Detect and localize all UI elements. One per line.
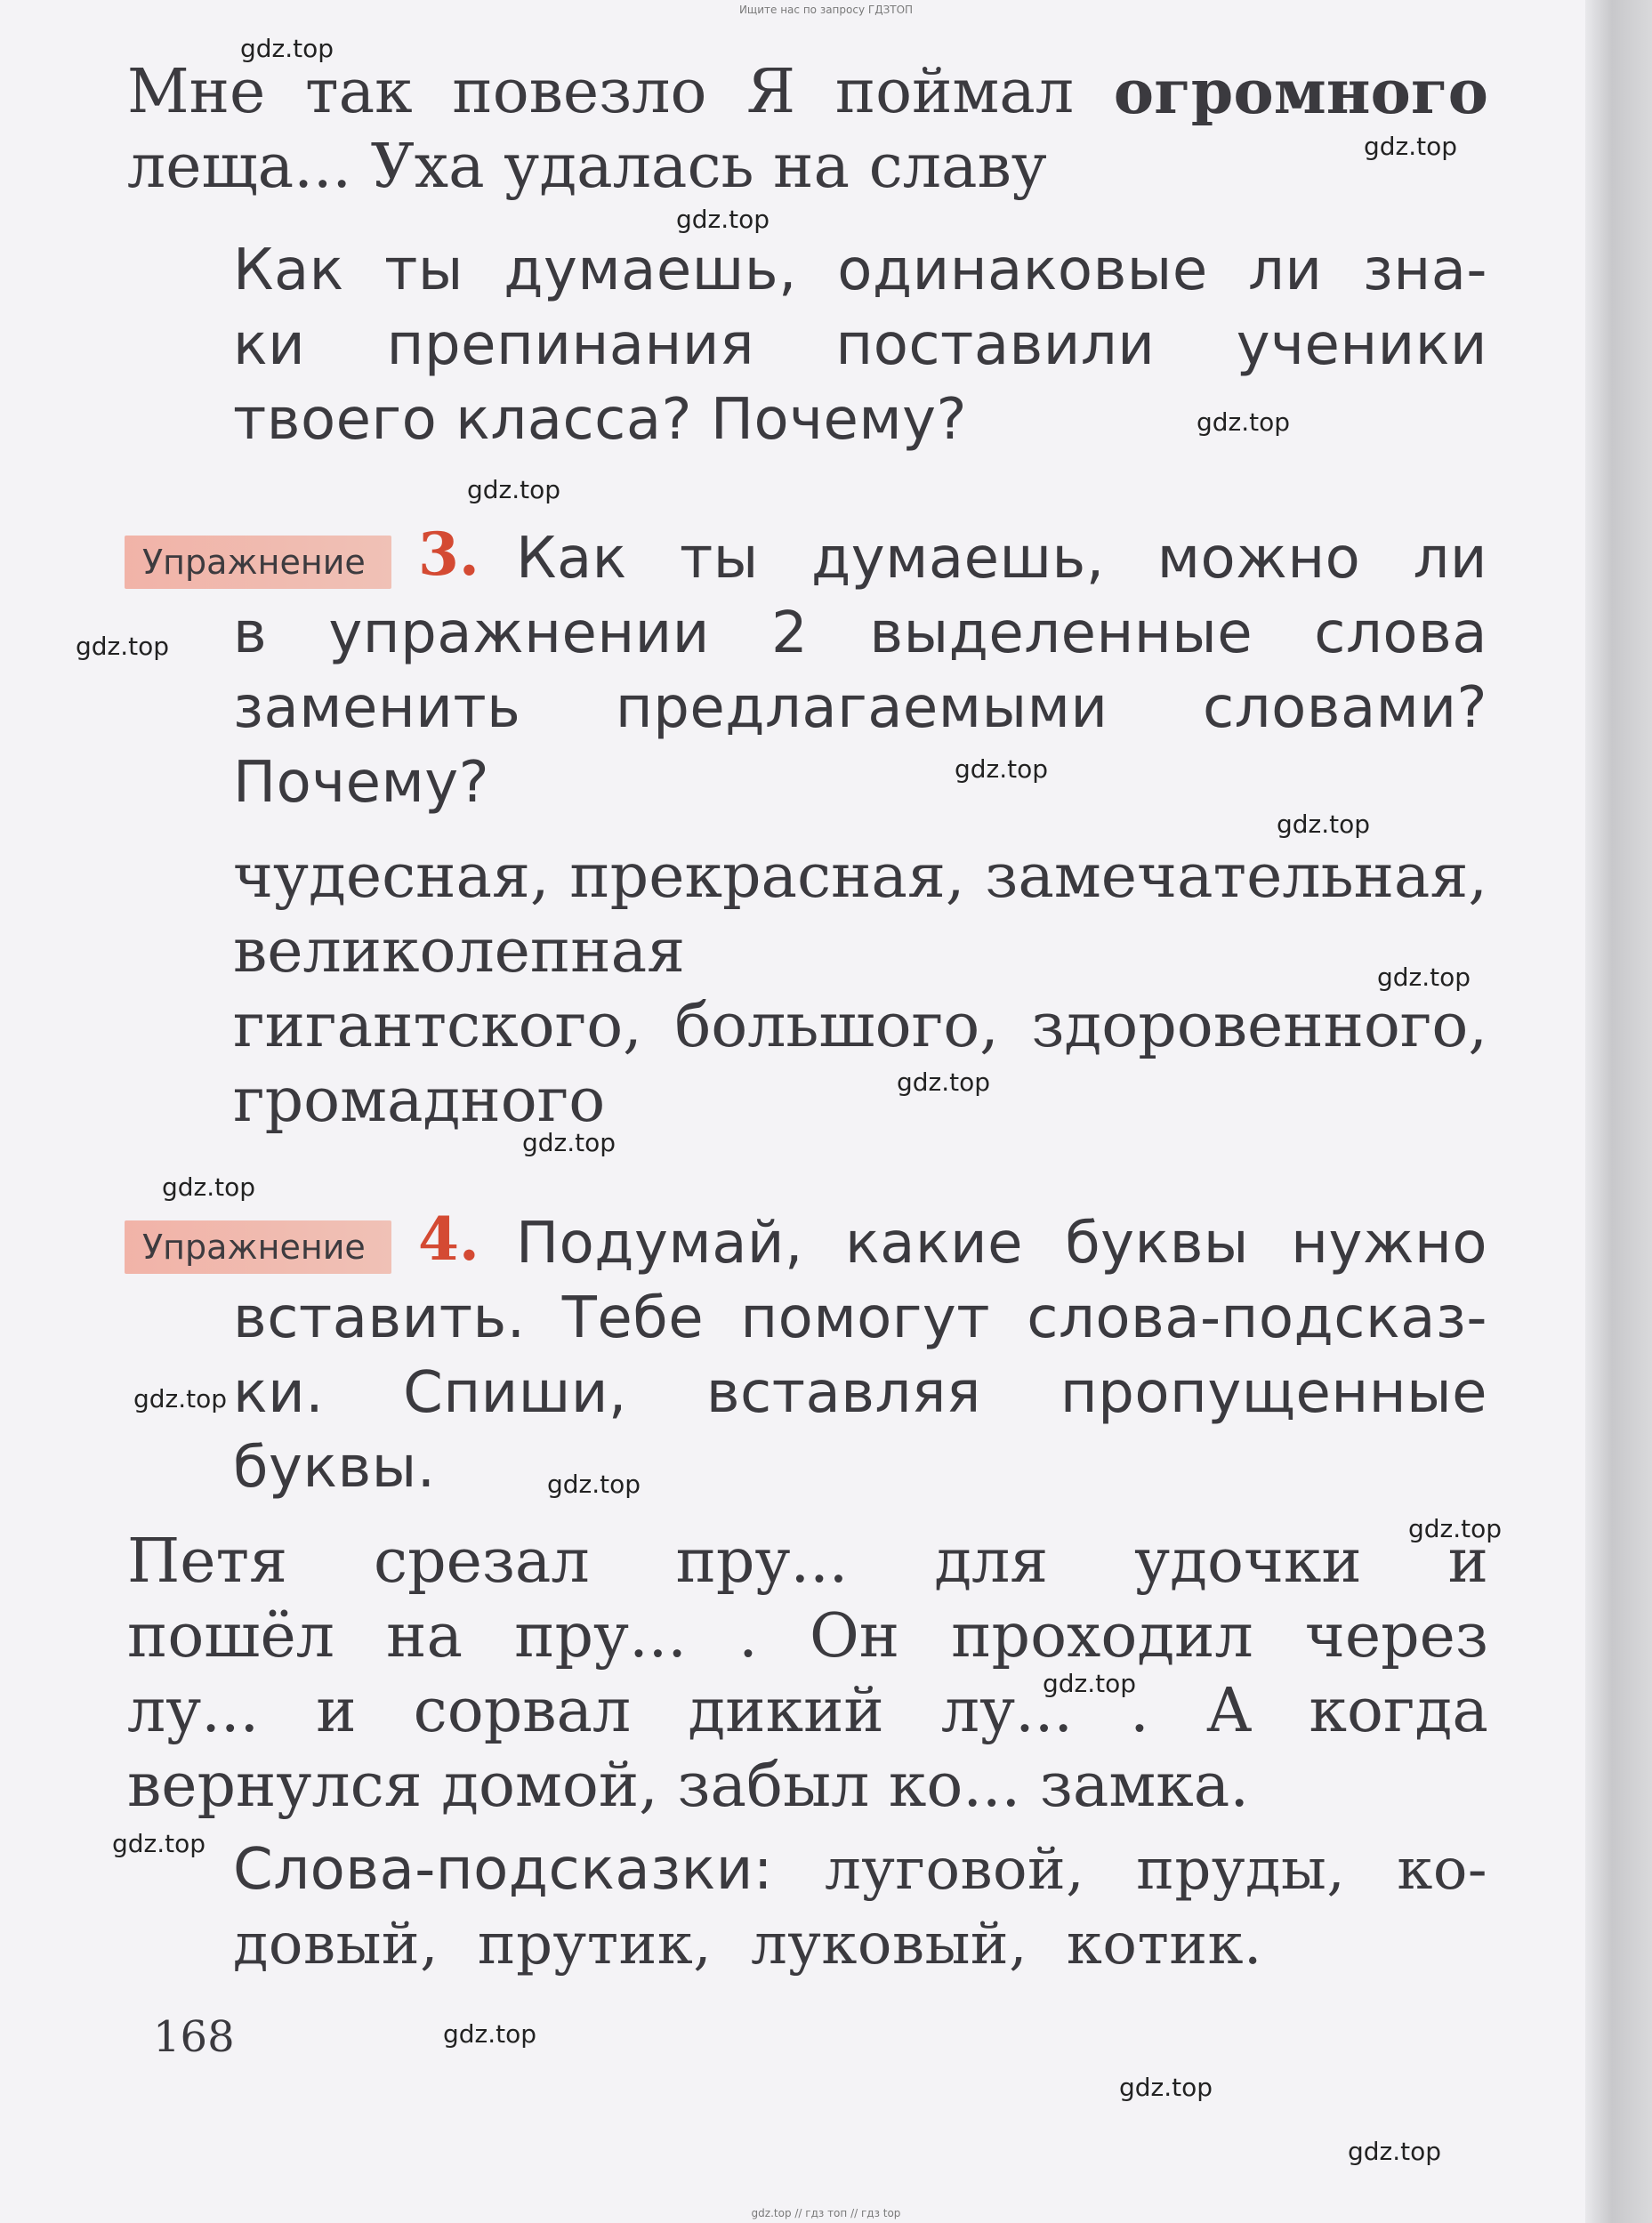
word: Тебе <box>561 1285 705 1351</box>
word: для <box>934 1526 1049 1597</box>
word: прекрасная, <box>569 842 965 912</box>
page-edge-shadow <box>1585 0 1652 2223</box>
word: буквы <box>1065 1211 1249 1277</box>
bold-word: огромного <box>1113 57 1488 128</box>
word: ки. <box>233 1360 325 1426</box>
word: ли <box>1413 526 1487 592</box>
word: и <box>1447 1526 1488 1597</box>
word: Он <box>809 1601 900 1671</box>
watermark: gdz.top <box>76 632 170 661</box>
text-line: громадного <box>233 1066 606 1136</box>
watermark: gdz.top <box>1377 962 1471 992</box>
text-line: твоего класса? Почему? <box>233 387 967 453</box>
word: Спиши, <box>403 1360 627 1426</box>
watermark: gdz.top <box>133 1384 228 1414</box>
word: можно <box>1156 526 1361 592</box>
word: поставили <box>835 312 1156 378</box>
word: зна- <box>1362 238 1487 303</box>
page-number: 168 <box>153 2012 235 2062</box>
word: вставляя <box>705 1360 981 1426</box>
word: прутик, <box>477 1912 713 1977</box>
watermark: gdz.top <box>1197 407 1291 437</box>
word: ли <box>1248 238 1323 303</box>
watermark: gdz.top <box>1408 1514 1503 1543</box>
word: лу... <box>940 1676 1073 1746</box>
word: на <box>386 1601 463 1671</box>
text-line: вернулся домой, забыл ко... замка. <box>127 1751 1249 1821</box>
exercise-4-passage <box>127 1525 1488 1824</box>
watermark: gdz.top <box>522 1128 616 1157</box>
word: когда <box>1309 1676 1488 1746</box>
word: пропущенные <box>1060 1360 1487 1426</box>
watermark: gdz.top <box>1043 1669 1137 1698</box>
word: 2 <box>771 600 809 666</box>
word: ки <box>233 312 306 378</box>
exercise-3-heading <box>516 521 1487 596</box>
watermark: gdz.top <box>240 34 334 63</box>
word: ты <box>384 238 463 303</box>
word: препинания <box>386 312 754 378</box>
word: Подумай, <box>516 1211 803 1277</box>
word: вставить. <box>233 1285 526 1351</box>
word: ты <box>679 526 759 592</box>
bottom-note: gdz.top // гдз топ // гдз top <box>751 2207 901 2219</box>
word: А <box>1205 1676 1253 1746</box>
word: слова <box>1314 600 1487 666</box>
watermark: gdz.top <box>955 754 1049 784</box>
word: . <box>738 1601 758 1671</box>
word: упражнении <box>328 600 710 666</box>
word: замечательная, <box>985 842 1487 912</box>
watermark: gdz.top <box>1348 2137 1442 2166</box>
watermark: gdz.top <box>112 1829 206 1858</box>
word: луковый, <box>751 1912 1027 1977</box>
word: Я <box>746 57 796 127</box>
word: слова-подсказ- <box>1027 1285 1487 1351</box>
word: словами? <box>1202 675 1487 741</box>
hints-block <box>233 1832 1487 1982</box>
watermark: gdz.top <box>162 1172 256 1202</box>
word: дикий <box>688 1676 884 1746</box>
word: заменить <box>233 675 521 741</box>
text-line: Почему? <box>233 750 490 816</box>
word: пруды, <box>1136 1837 1346 1903</box>
word: думаешь, <box>810 526 1105 592</box>
word-list-2 <box>233 989 1487 1139</box>
word: проходил <box>951 1601 1253 1671</box>
watermark: gdz.top <box>1119 2073 1213 2102</box>
word: повезло <box>452 57 707 127</box>
watermark: gdz.top <box>1277 809 1371 839</box>
word: здоровенного, <box>1031 991 1487 1061</box>
word: пру... <box>675 1526 849 1597</box>
exercise-number: 3. <box>418 520 479 589</box>
word: какие <box>845 1211 1024 1277</box>
word: в <box>233 600 268 666</box>
word: чудесная, <box>233 842 550 912</box>
word: думаешь, <box>504 238 797 303</box>
exercise-3-text <box>233 596 1487 820</box>
word: через <box>1304 1601 1488 1671</box>
word: луговой, <box>825 1837 1085 1903</box>
text-line: буквы. <box>233 1435 436 1501</box>
word: гигантского, <box>233 991 642 1061</box>
intro-text <box>127 55 1488 205</box>
word: довый, <box>233 1912 439 1977</box>
word: Как <box>233 238 344 303</box>
word: пру... <box>514 1601 687 1671</box>
word: Мне <box>127 57 266 127</box>
watermark: gdz.top <box>467 475 561 504</box>
watermark: gdz.top <box>547 1470 641 1499</box>
watermark: gdz.top <box>1364 132 1458 161</box>
word: удочки <box>1134 1526 1362 1597</box>
question-block <box>233 233 1487 457</box>
word: Как <box>516 526 627 592</box>
word: и <box>316 1676 357 1746</box>
word: поймал <box>834 57 1075 127</box>
watermark: gdz.top <box>676 205 770 234</box>
word: так <box>304 57 413 127</box>
word: Петя <box>127 1526 288 1597</box>
word: . <box>1130 1676 1149 1746</box>
top-note: Ищите нас по запросу ГДЗТОП <box>738 4 914 16</box>
exercise-label: Упражнение <box>125 536 391 589</box>
word: лу... <box>127 1676 260 1746</box>
word: одинаковые <box>837 238 1208 303</box>
word: пошёл <box>127 1601 334 1671</box>
word-list-1 <box>233 840 1487 989</box>
exercise-number: 4. <box>418 1204 479 1274</box>
word: выделенные <box>869 600 1253 666</box>
word: большого, <box>674 991 999 1061</box>
word: предлагаемыми <box>615 675 1108 741</box>
word: срезал <box>373 1526 590 1597</box>
exercise-4-heading <box>516 1206 1487 1281</box>
word: ученики <box>1236 312 1487 378</box>
word: нужно <box>1291 1211 1487 1277</box>
word: ко- <box>1397 1837 1487 1903</box>
watermark: gdz.top <box>897 1067 991 1097</box>
exercise-4-text <box>233 1281 1487 1505</box>
text-line: леща... Уха удалась на славу <box>127 132 1047 202</box>
word: сорвал <box>413 1676 632 1746</box>
watermark: gdz.top <box>443 2019 537 2049</box>
exercise-label: Упражнение <box>125 1220 391 1274</box>
text-line: великолепная <box>233 916 686 987</box>
word: помогут <box>740 1285 991 1351</box>
word: котик. <box>1066 1912 1262 1977</box>
hints-label: Слова-подсказки: <box>233 1837 773 1903</box>
